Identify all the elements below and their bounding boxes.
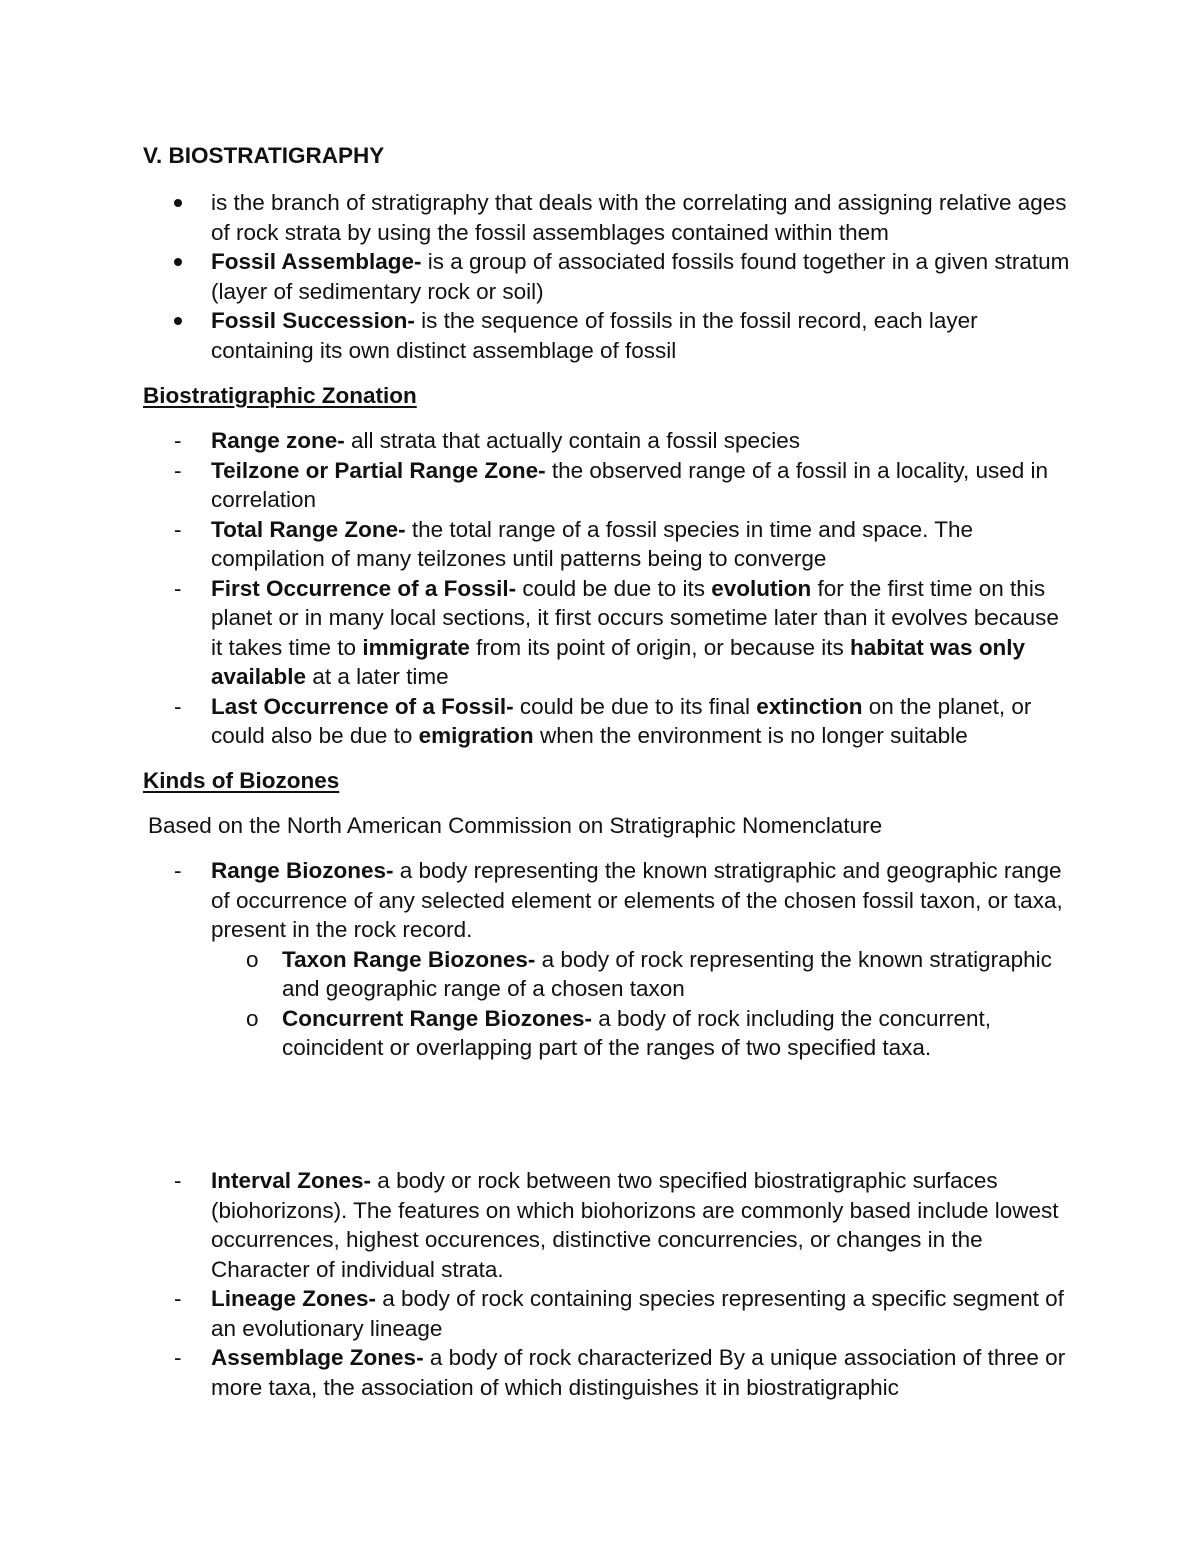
dash-marker: - (174, 457, 182, 483)
list-item: - First Occurrence of a Fossil- could be due to its evolution for the first time on this planet or in many local sections, it first occurs sometime later than it evolves because it takes time to immigrate from its point of origin, or because its habitat was only available at a later time (174, 575, 1059, 689)
term: Lineage Zones- (211, 1286, 377, 1311)
term: Assemblage Zones- (211, 1345, 424, 1370)
list-item: - Assemblage Zones- a body of rock characterized By a unique association of three or more taxa, the association of which distinguishes it in biostratigraphic (174, 1345, 1066, 1400)
biozones-list (0, 856, 1200, 1063)
dash-marker: - (174, 858, 182, 883)
zonation-list (0, 426, 1200, 751)
term: Fossil Succession- (211, 308, 415, 333)
dash-marker: - (174, 1345, 182, 1370)
dash-marker: - (174, 516, 182, 542)
list-item: - Total Range Zone- the total range of a fossil species in time and space. The compilation of many teilzones until patterns being to converge (174, 516, 974, 571)
circle-marker: o (246, 1005, 259, 1031)
section-title: V. BIOSTRATIGRAPHY (143, 143, 385, 168)
zonation-heading: Biostratigraphic Zonation (143, 383, 417, 408)
dash-marker: - (174, 575, 182, 601)
biozones-heading: Kinds of Biozones (143, 768, 340, 793)
term: Last Occurrence of a Fossil- (211, 693, 514, 719)
bullet-icon (174, 199, 182, 207)
list-item: Fossil Succession- is the sequence of fossils in the fossil record, each layer containing its own distinct assemblage of fossil (0, 306, 1071, 365)
circle-marker: o (246, 946, 259, 972)
term: Range zone- (211, 428, 345, 453)
biozones-list-continued (0, 1166, 1200, 1402)
list-item: - Teilzone or Partial Range Zone- the observed range of a fossil in a locality, used in correlation (174, 457, 1049, 512)
bullet-icon (174, 317, 182, 325)
list-item: Fossil Assemblage- is a group of associated fossils found together in a given stratum (layer of sedimentary rock or soil) (0, 247, 1071, 306)
list-item: o Taxon Range Biozones- a body of rock representing the known stratigraphic and geographic range of a chosen taxon (246, 946, 1052, 1001)
list-item: - Last Occurrence of a Fossil- could be due to its final extinction on the planet, or could also be due to emigration when the environment is no longer suitable (174, 693, 1032, 748)
dash-marker: - (174, 693, 182, 719)
intro-list (0, 188, 1200, 365)
list-item: - Range zone- all strata that actually contain a fossil species (0, 426, 1071, 456)
term: Range Biozones- (211, 858, 394, 883)
term: Teilzone or Partial Range Zone- (211, 457, 546, 483)
list-item: o Concurrent Range Biozones- a body of rock including the concurrent, coincident or overlapping part of the ranges of two specified taxa. (246, 1005, 992, 1060)
list-item: - Lineage Zones- a body of rock containing species representing a specific segment of an evolutionary lineage (174, 1286, 1064, 1341)
dash-marker: - (174, 1168, 182, 1193)
term: Concurrent Range Biozones- (282, 1005, 593, 1031)
bullet-icon (174, 258, 182, 266)
dash-marker: - (174, 1286, 182, 1311)
term: Interval Zones- (211, 1168, 372, 1193)
biozones-basis: Based on the North American Commission on Stratigraphic Nomenclature (148, 813, 883, 838)
term: Taxon Range Biozones- (282, 946, 536, 972)
list-item: is the branch of stratigraphy that deals with the correlating and assigning relative ages of rock strata by using the fossil assemblages contained within them (0, 188, 1071, 247)
term: Total Range Zone- (211, 516, 406, 542)
term: Fossil Assemblage- (211, 249, 422, 274)
term: First Occurrence of a Fossil- (211, 575, 517, 601)
list-item: - Interval Zones- a body or rock between two specified biostratigraphic surfaces (biohorizons). The features on which biohorizons are commonly based include lowest occurrences, highest occurences, distinctive concurrencies, or changes in the Character of individual strata. (174, 1168, 1059, 1282)
dash-marker: - (174, 428, 182, 453)
list-item: - Range Biozones- a body representing the known stratigraphic and geographic range of occurrence of any selected element or elements of the chosen fossil taxon, or taxa, present in the rock record. (174, 858, 1063, 942)
